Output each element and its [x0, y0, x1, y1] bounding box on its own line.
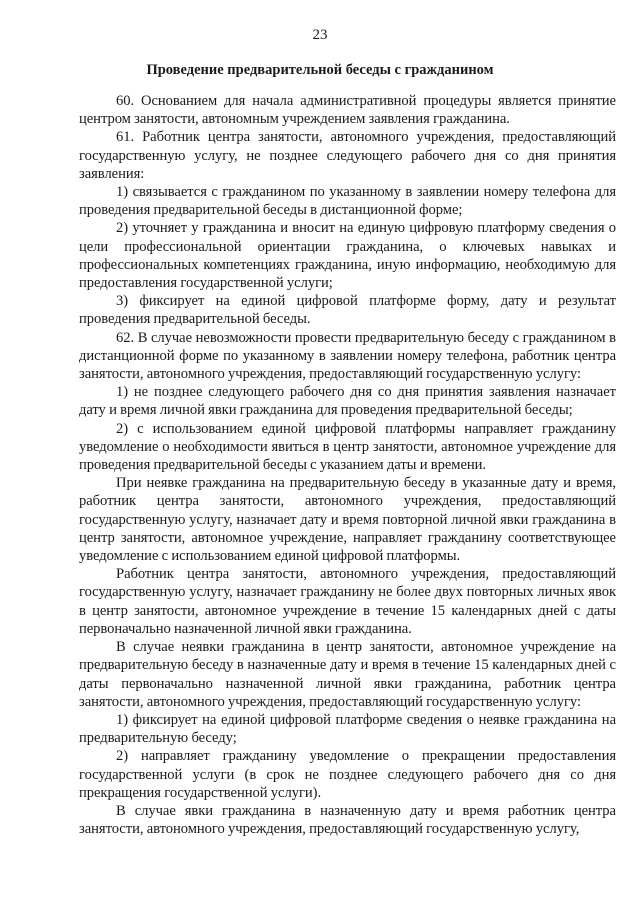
paragraph-appearance: В случае явки гражданина в назначенную дату и время работник центра занятости, автономного учреждения, предоставляющий государственную услугу, [79, 802, 616, 838]
paragraph-62-item-2: 2) с использованием единой цифровой платформы направляет гражданину уведомление о необходимости явиться в центр занятости, автономное учреждение для проведения предварительной беседы с указанием даты и времени. [79, 420, 616, 474]
section-heading: Проведение предварительной беседы с гражданином [146, 62, 494, 78]
paragraph-no-show: При неявке гражданина на предварительную беседу в указанные дату и время, работник центра занятости, автономного учреждения, предоставляющий государственную услугу, назначает дату и время повторной личной явки гражданина в центр занятости, автономное учреждение, направляет гражданину соответствующее уведомление с использованием единой цифровой платформы. [79, 475, 616, 565]
paragraph-62: 62. В случае невозможности провести предварительную беседу с гражданином в дистанционной форме по указанному в заявлении номеру телефона, работник центра занятости, автономного учреждения, предоставляющий государственную услугу: [79, 329, 616, 383]
document-body [79, 92, 616, 838]
paragraph-repeated-no-show: В случае неявки гражданина в центр занятости, автономное учреждение на предварительную беседу в назначенные дату и время в течение 15 календарных дней с даты первоначально назначенной личной явки гражданина, работник центра занятости, автономного учреждения, предоставляющий государственную услугу: [79, 639, 616, 710]
paragraph-61-item-1: 1) связывается с гражданином по указанному в заявлении номеру телефона для проведения предварительной беседы в дистанционной форме; [79, 184, 616, 219]
paragraph-61-item-3: 3) фиксирует на единой цифровой платформе форму, дату и результат проведения предварительной беседы. [79, 293, 616, 328]
paragraph-61-item-2: 2) уточняет у гражданина и вносит на единую цифровую платформу сведения о цели профессиональной ориентации гражданина, о ключевых навыках и профессиональных компетенциях гражданина, иную информацию, необходимую для предоставления государственной услуги; [79, 220, 616, 292]
page-number: 23 [312, 27, 328, 43]
paragraph-repeat-visits: Работник центра занятости, автономного учреждения, предоставляющий государственную услугу, назначает гражданину не более двух повторных личных явок в центр занятости, автономное учреждение в течение 15 календарных дней с даты первоначально назначенной личной явки гражданина. [79, 566, 616, 637]
paragraph-62-item-1: 1) не позднее следующего рабочего дня со дня принятия заявления назначает дату и время личной явки гражданина для проведения предварительной беседы; [79, 384, 616, 419]
paragraph-no-show-item-1: 1) фиксирует на единой цифровой платформе сведения о неявке гражданина на предварительную беседу; [79, 711, 616, 747]
paragraph-no-show-item-2: 2) направляет гражданину уведомление о прекращении предоставления государственной услуги (в срок не позднее следующего рабочего дня со дня прекращения государственной услуги). [79, 748, 616, 801]
paragraph-60: 60. Основанием для начала административной процедуры является принятие центром занятости, автономным учреждением заявления гражданина. [79, 93, 616, 128]
paragraph-61: 61. Работник центра занятости, автономного учреждения, предоставляющий государственную услугу, не позднее следующего рабочего дня со дня принятия заявления: [79, 129, 616, 182]
